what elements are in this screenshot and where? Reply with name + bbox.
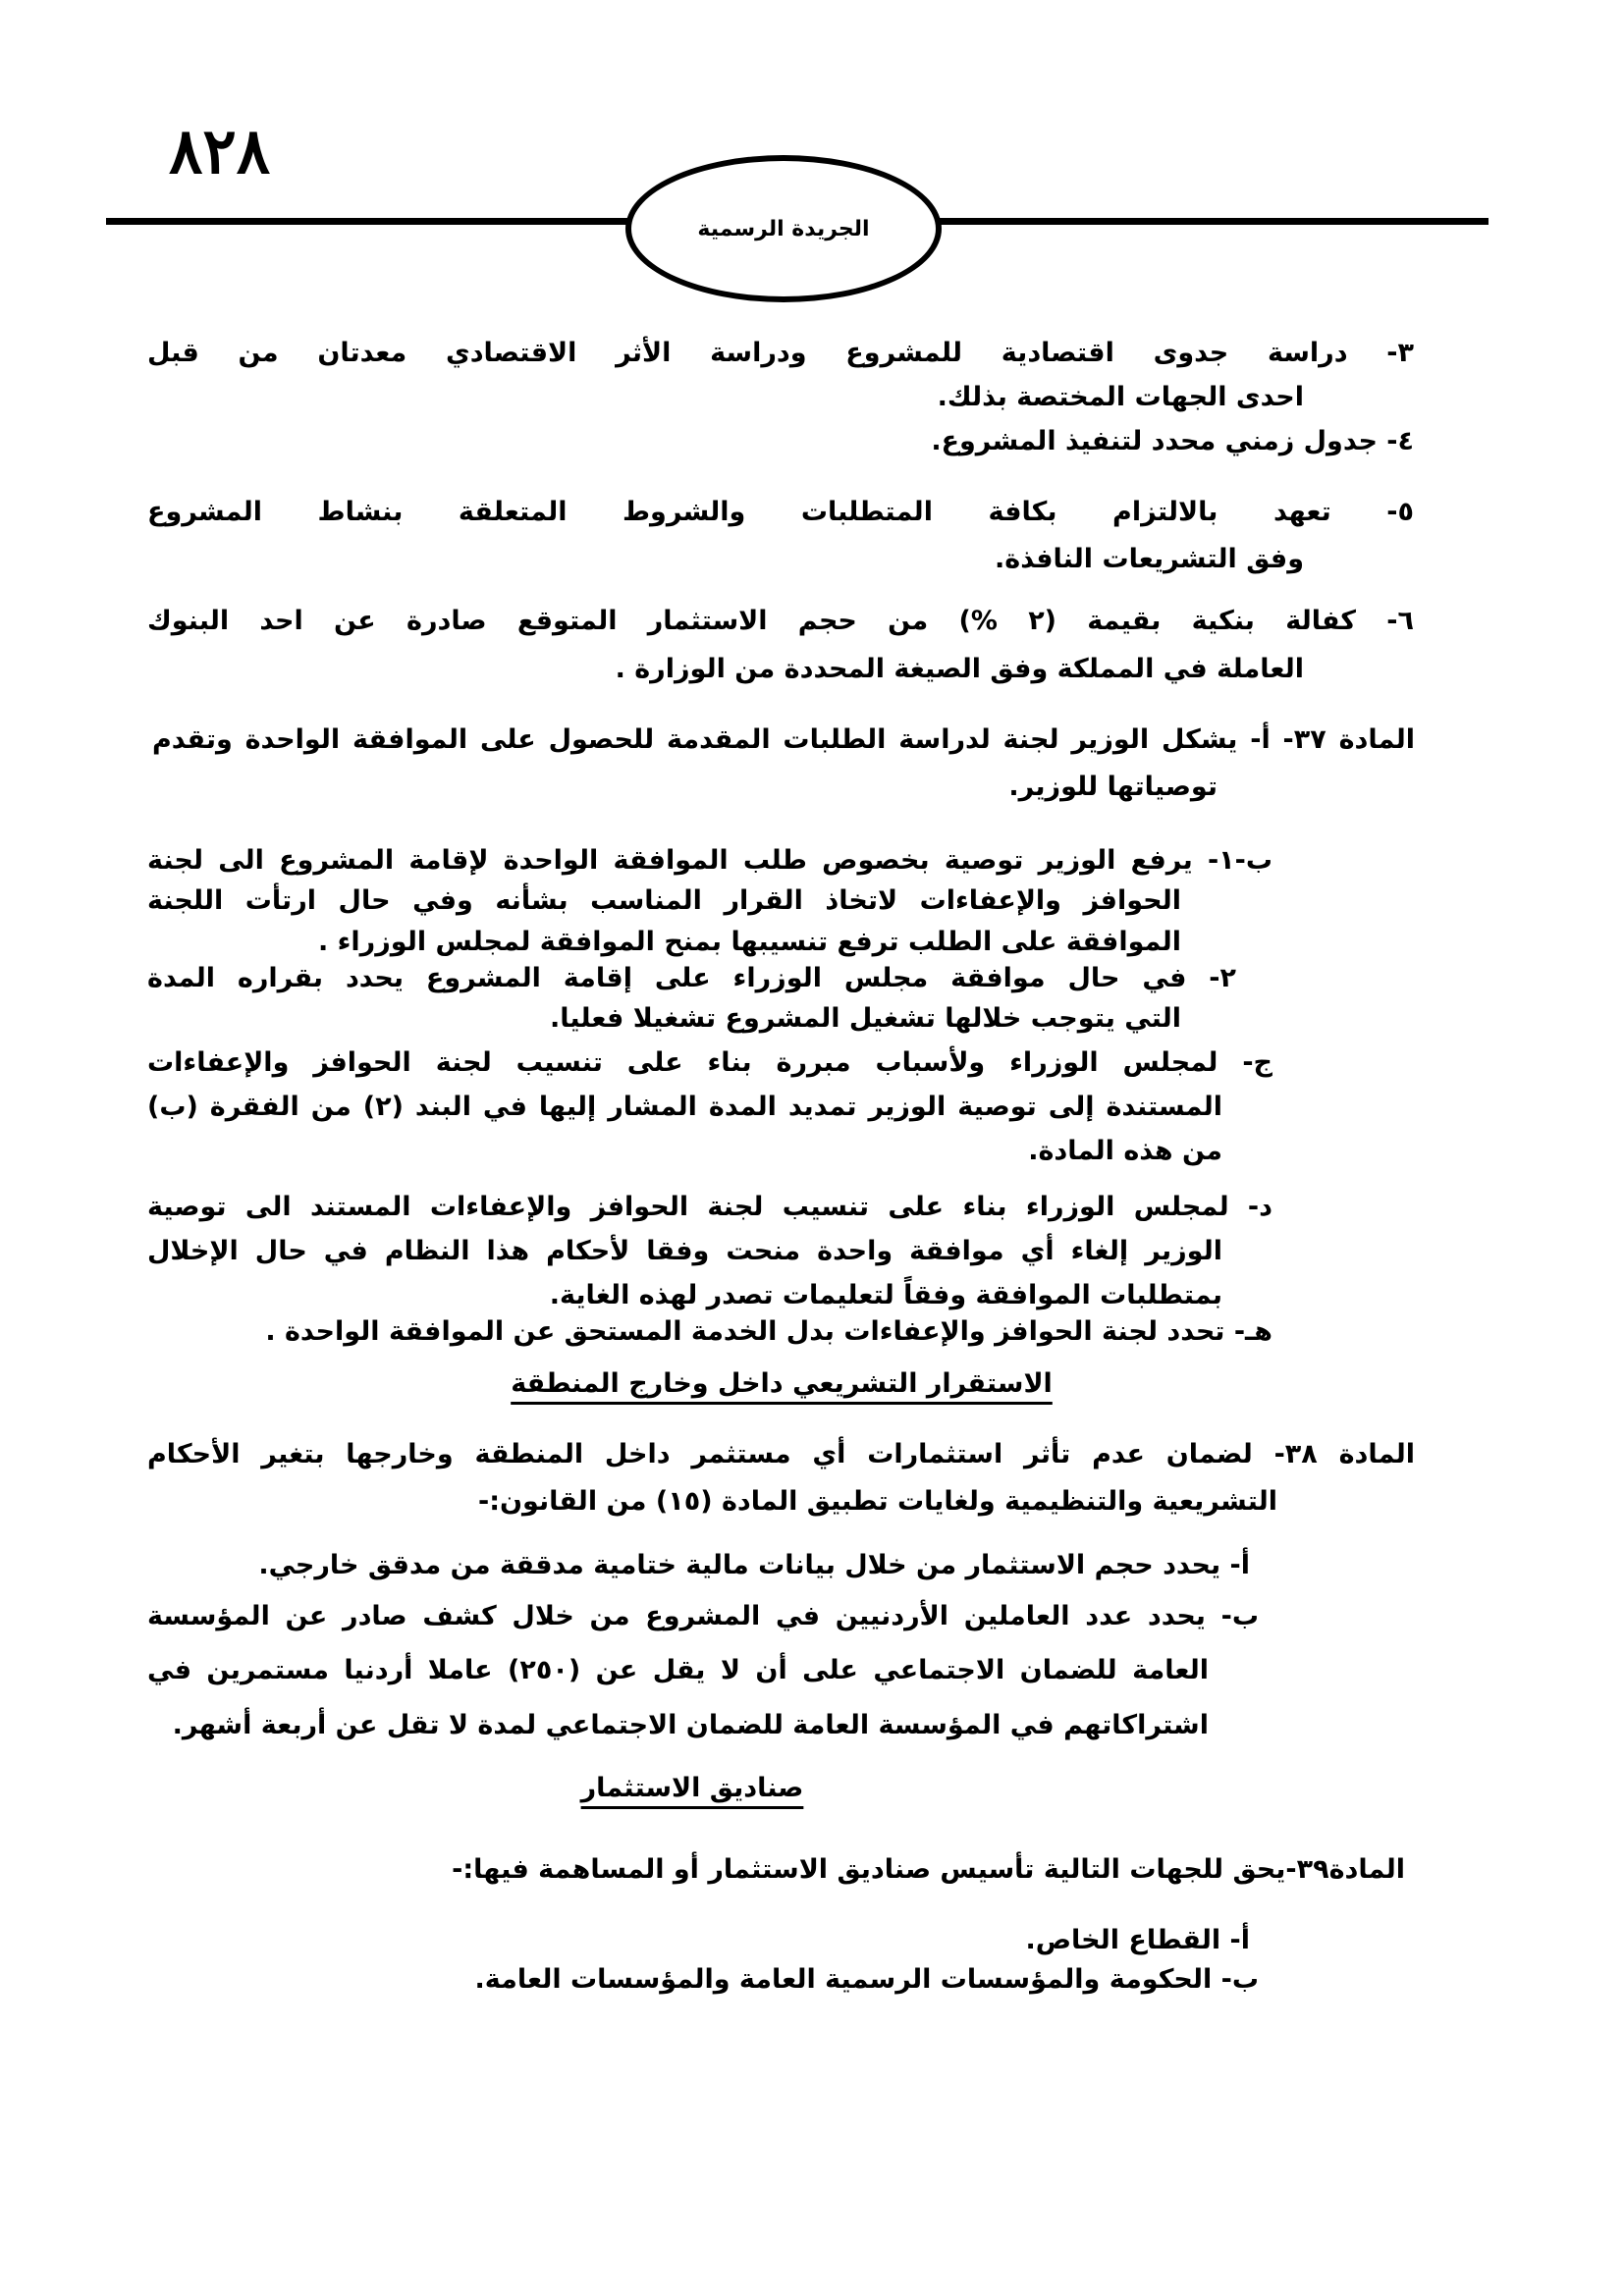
item-6-cont: العاملة في المملكة وفق الصيغة المحددة من الوزارة . bbox=[615, 654, 1304, 684]
item-3-cont: احدى الجهات المختصة بذلك. bbox=[937, 382, 1304, 412]
article-37-b2: ٢- في حال موافقة مجلس الوزراء على إقامة المشروع يحدد بقراره المدة bbox=[147, 963, 1236, 993]
article-37-d: د- لمجلس الوزراء بناء على تنسيب لجنة الحوافز والإعفاءات المستند الى توصية bbox=[147, 1192, 1272, 1222]
item-6: ٦- كفالة بنكية بقيمة (٢ %) من حجم الاستثمار المتوقع صادرة عن احد البنوك bbox=[147, 606, 1414, 636]
item-4: ٤- جدول زمني محدد لتنفيذ المشروع. bbox=[931, 426, 1414, 456]
gazette-title: الجريدة الرسمية bbox=[697, 216, 870, 241]
section-heading-investment-funds: صناديق الاستثمار bbox=[580, 1773, 804, 1803]
article-37-d-cont2: بمتطلبات الموافقة وفقاً لتعليمات تصدر لهذه الغاية. bbox=[549, 1280, 1222, 1310]
article-38-a: أ- يحدد حجم الاستثمار من خلال بيانات مالية ختامية مدققة من مدقق خارجي. bbox=[258, 1550, 1250, 1580]
article-37-b1-cont2: الموافقة على الطلب ترفع تنسيبها بمنح الموافقة لمجلس الوزراء . bbox=[317, 927, 1181, 957]
gazette-title-oval bbox=[625, 155, 942, 302]
article-38-b-cont: العامة للضمان الاجتماعي على أن لا يقل عن (٢٥٠) عاملا أردنيا مستمرين في bbox=[147, 1655, 1209, 1685]
article-37-c-cont2: من هذه المادة. bbox=[1028, 1136, 1222, 1166]
article-37-b2-cont: التي يتوجب خلالها تشغيل المشروع تشغيلا فعليا. bbox=[549, 1003, 1181, 1034]
article-38-b-cont2: اشتراكاتهم في المؤسسة العامة للضمان الاجتماعي لمدة لا تقل عن أربعة أشهر. bbox=[172, 1710, 1209, 1740]
item-5-cont: وفق التشريعات النافذة. bbox=[995, 544, 1304, 574]
section-heading-legislative-stability: الاستقرار التشريعي داخل وخارج المنطقة bbox=[511, 1368, 1053, 1399]
article-39: المادة٣٩-يحق للجهات التالية تأسيس صناديق الاستثمار أو المساهمة فيها:- bbox=[452, 1854, 1405, 1885]
article-37-d-cont: الوزير إلغاء أي موافقة واحدة منحت وفقا لأحكام هذا النظام في حال الإخلال bbox=[147, 1236, 1222, 1266]
article-37-a: المادة ٣٧- أ- يشكل الوزير لجنة لدراسة الطلبات المقدمة للحصول على الموافقة الواحدة وتقدم bbox=[152, 724, 1415, 755]
article-37-c-cont: المستندة إلى توصية الوزير تمديد المدة المشار إليها في البند (٢) من الفقرة (ب) bbox=[147, 1092, 1222, 1122]
article-37-b1: ب-١- يرفع الوزير توصية بخصوص طلب الموافقة الواحدة لإقامة المشروع الى لجنة bbox=[147, 845, 1272, 876]
article-39-a: أ- القطاع الخاص. bbox=[1025, 1925, 1250, 1955]
item-5: ٥- تعهد بالالتزام بكافة المتطلبات والشروط المتعلقة بنشاط المشروع bbox=[147, 497, 1414, 527]
article-38-cont: التشريعية والتنظيمية ولغايات تطبيق المادة (١٥) من القانون:- bbox=[478, 1486, 1277, 1517]
item-3: ٣- دراسة جدوى اقتصادية للمشروع ودراسة الأثر الاقتصادي معدتان من قبل bbox=[147, 338, 1414, 368]
article-37-c: ج- لمجلس الوزراء ولأسباب مبررة بناء على تنسيب لجنة الحوافز والإعفاءات bbox=[147, 1047, 1272, 1078]
page-number: ٨٢٨ bbox=[169, 115, 271, 188]
article-37-b1-cont: الحوافز والإعفاءات لاتخاذ القرار المناسب بشأنه وفي حال ارتأت اللجنة bbox=[147, 885, 1181, 916]
article-37-e: هـ- تحدد لجنة الحوافز والإعفاءات بدل الخدمة المستحق عن الموافقة الواحدة . bbox=[265, 1316, 1272, 1347]
article-38: المادة ٣٨- لضمان عدم تأثر استثمارات أي مستثمر داخل المنطقة وخارجها بتغير الأحكام bbox=[147, 1439, 1416, 1469]
article-39-b: ب- الحكومة والمؤسسات الرسمية العامة والمؤسسات العامة. bbox=[474, 1964, 1259, 1995]
article-37-a-cont: توصياتها للوزير. bbox=[1008, 772, 1218, 802]
article-38-b: ب- يحدد عدد العاملين الأردنيين في المشروع من خلال كشف صادر عن المؤسسة bbox=[147, 1601, 1259, 1631]
